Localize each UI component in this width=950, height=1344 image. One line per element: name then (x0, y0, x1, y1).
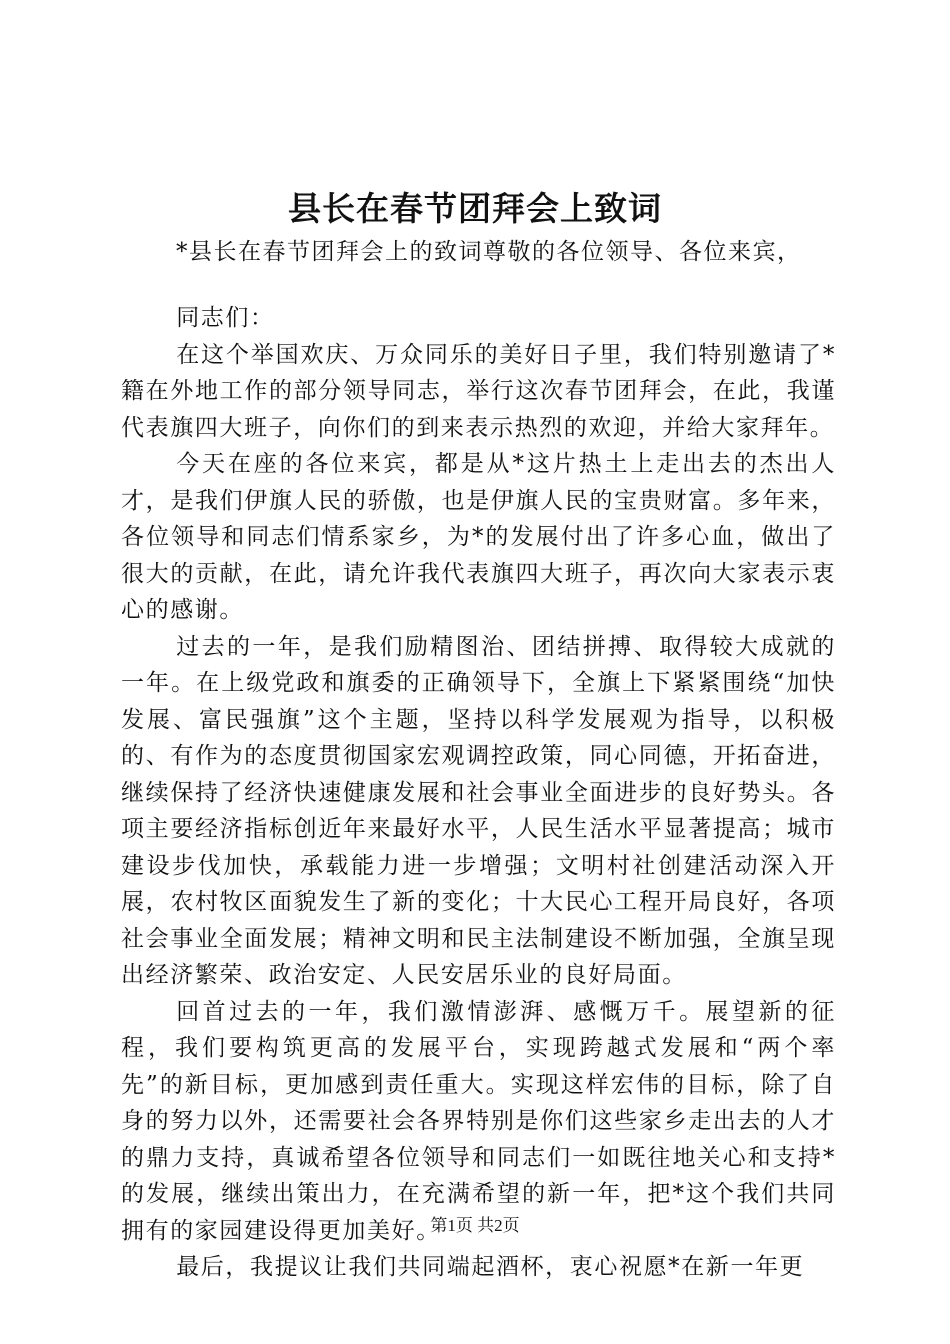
paragraph: 回首过去的一年，我们激情澎湃、感慨万千。展望新的征程，我们要构筑更高的发展平台，实现跨越式发展和“两个率先”的新目标，更加感到责任重大。实现这样宏伟的目标，除了自身的努力以外，还需要社会各界特别是你们这些家乡走出去的人才的鼎力支持，真诚希望各位领导和同志们一如既往地关心和支持*的发展，继续出策出力，在充满希望的新一年，把*这个我们共同拥有的家园建设得更加美好。 (121, 998, 836, 1244)
paragraph-salutation: 同志们： (176, 305, 275, 331)
paragraph: 最后，我提议让我们共同端起酒杯，衷心祝愿*在新一年更 (176, 1254, 805, 1280)
document-title: 县长在春节团拜会上致词 (288, 189, 662, 228)
paragraph: 在这个举国欢庆、万众同乐的美好日子里，我们特别邀请了*籍在外地工作的部分领导同志，举行这次春节团拜会，在此，我谨代表旗四大班子，向你们的到来表示热烈的欢迎，并给大家拜年。 (121, 341, 836, 441)
page-footer: 第1页 共2页 (430, 1216, 520, 1235)
document-subtitle: *县长在春节团拜会上的致词尊敬的各位领导、各位来宾， (176, 239, 802, 265)
paragraph: 今天在座的各位来宾，都是从*这片热土上走出去的杰出人才，是我们伊旗人民的骄傲，也是伊旗人民的宝贵财富。多年来，各位领导和同志们情系家乡，为*的发展付出了许多心血，做出了很大的贡献，在此，请允许我代表旗四大班子，再次向大家表示衷心的感谢。 (121, 451, 836, 623)
paragraph: 过去的一年，是我们励精图治、团结拼搏、取得较大成就的一年。在上级党政和旗委的正确领导下，全旗上下紧紧围绕“加快发展、富民强旗”这个主题，坚持以科学发展观为指导，以积极的、有作为的态度贯彻国家宏观调控政策，同心同德，开拓奋进，继续保持了经济快速健康发展和社会事业全面进步的良好势头。各项主要经济指标创近年来最好水平，人民生活水平显著提高；城市建设步伐加快，承载能力进一步增强；文明村社创建活动深入开展，农村牧区面貌发生了新的变化；十大民心工程开局良好，各项社会事业全面发展；精神文明和民主法制建设不断加强，全旗呈现出经济繁荣、政治安定、人民安居乐业的良好局面。 (121, 633, 836, 988)
document-body (121, 300, 836, 1286)
